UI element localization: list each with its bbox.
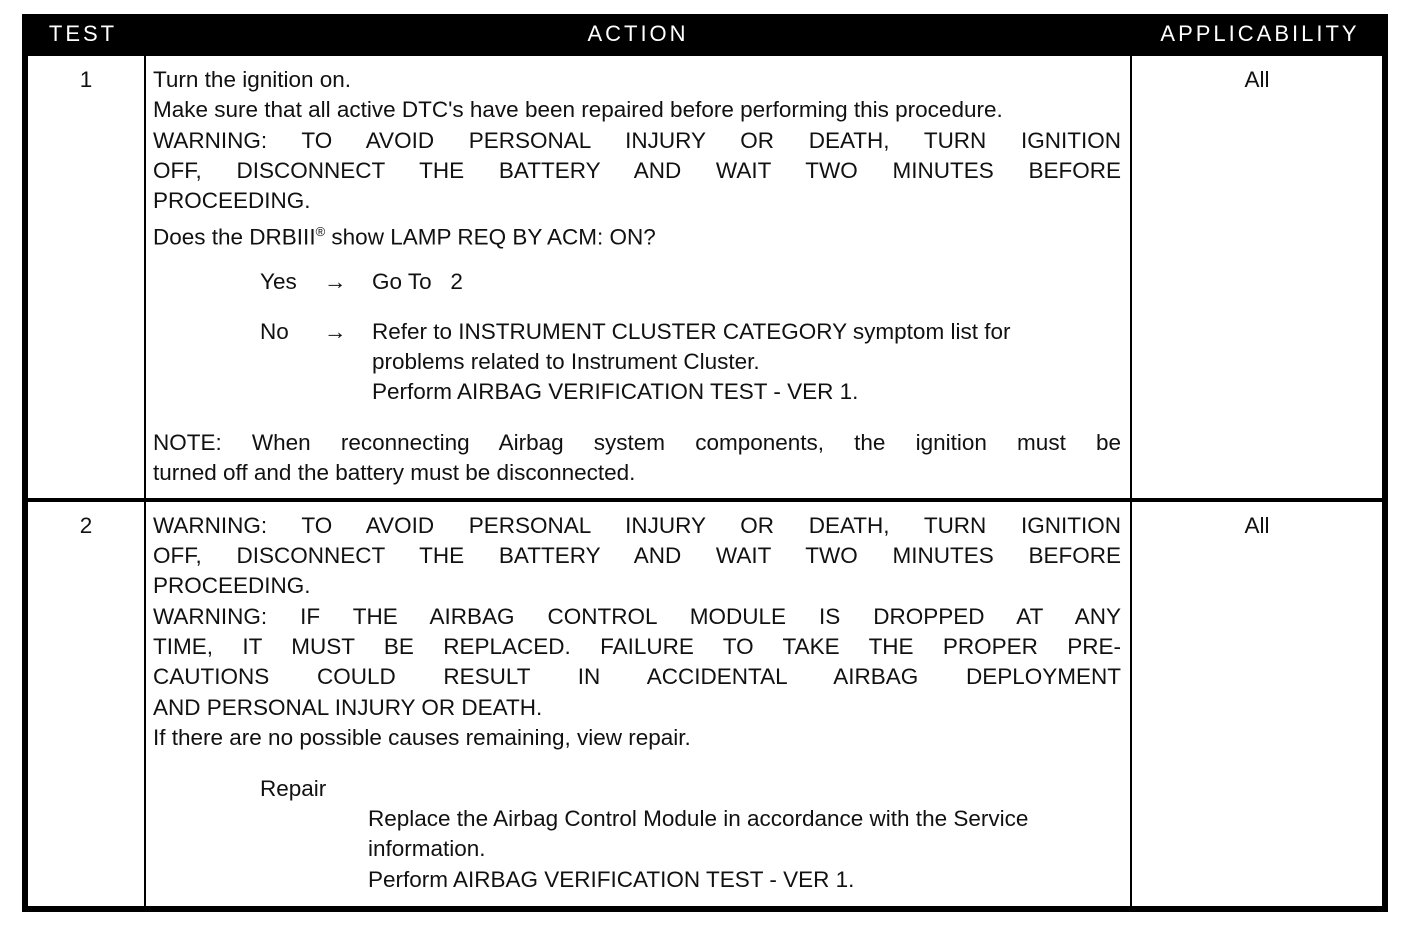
repair-line: information.	[368, 836, 486, 861]
no-action-line: Refer to INSTRUMENT CLUSTER CATEGORY symptom list for	[372, 319, 1011, 344]
header-applicability: APPLICABILITY	[1160, 21, 1360, 46]
repair-label: Repair	[260, 776, 327, 801]
note-line: NOTE: When reconnecting Airbag system components, the ignition must be	[153, 430, 1121, 455]
warning-line: WARNING: TO AVOID PERSONAL INJURY OR DEATH, TURN IGNITION	[153, 128, 1121, 153]
warning-line: WARNING: TO AVOID PERSONAL INJURY OR DEATH, TURN IGNITION	[153, 513, 1121, 538]
warning-line: CAUTIONS COULD RESULT IN ACCIDENTAL AIRBAG DEPLOYMENT	[153, 664, 1121, 689]
question-prefix: Does the DRBIII	[153, 224, 316, 250]
warning-line: PROCEEDING.	[153, 188, 311, 213]
action-line: Make sure that all active DTC's have been repaired before performing this procedure.	[153, 97, 1003, 122]
no-action-line: problems related to Instrument Cluster.	[372, 349, 760, 374]
test-number: 1	[79, 67, 93, 92]
registered-mark: ®	[315, 224, 326, 239]
no-label: No	[260, 319, 289, 344]
warning-line: TIME, IT MUST BE REPLACED. FAILURE TO TAKE THE PROPER PRE-	[153, 634, 1121, 659]
note-line: turned off and the battery must be disconnected.	[153, 460, 636, 485]
header-test: TEST	[48, 21, 118, 46]
applicability-value: All	[1244, 513, 1270, 538]
arrow-icon: →	[324, 319, 347, 344]
row-1-applicability-cell	[1132, 56, 1382, 498]
question-line	[153, 217, 656, 253]
warning-line: OFF, DISCONNECT THE BATTERY AND WAIT TWO MINUTES BEFORE	[153, 543, 1121, 568]
action-line: If there are no possible causes remaining, view repair.	[153, 725, 691, 750]
row-1-test-cell	[28, 56, 144, 498]
warning-line: PROCEEDING.	[153, 573, 311, 598]
test-table	[22, 14, 1388, 912]
no-action-line: Perform AIRBAG VERIFICATION TEST - VER 1.	[372, 379, 859, 404]
warning-line: OFF, DISCONNECT THE BATTERY AND WAIT TWO MINUTES BEFORE	[153, 158, 1121, 183]
row-1-action-cell	[146, 56, 1130, 498]
action-line: Turn the ignition on.	[153, 67, 352, 92]
row-2-applicability-cell	[1132, 502, 1382, 906]
arrow-icon: →	[324, 269, 347, 294]
yes-action: Go To 2	[372, 269, 463, 294]
row-2-test-cell	[28, 502, 144, 906]
header-action: ACTION	[587, 21, 689, 46]
warning-line: WARNING: IF THE AIRBAG CONTROL MODULE IS DROPPED AT ANY	[153, 604, 1121, 629]
test-number: 2	[79, 513, 93, 538]
repair-line: Perform AIRBAG VERIFICATION TEST - VER 1.	[368, 867, 855, 892]
yes-label: Yes	[260, 269, 297, 294]
row-2-action-cell	[146, 502, 1130, 906]
warning-line: AND PERSONAL INJURY OR DEATH.	[153, 695, 543, 720]
question-suffix: show LAMP REQ BY ACM: ON?	[325, 224, 656, 250]
applicability-value: All	[1244, 67, 1270, 92]
repair-line: Replace the Airbag Control Module in accordance with the Service	[368, 806, 1029, 831]
